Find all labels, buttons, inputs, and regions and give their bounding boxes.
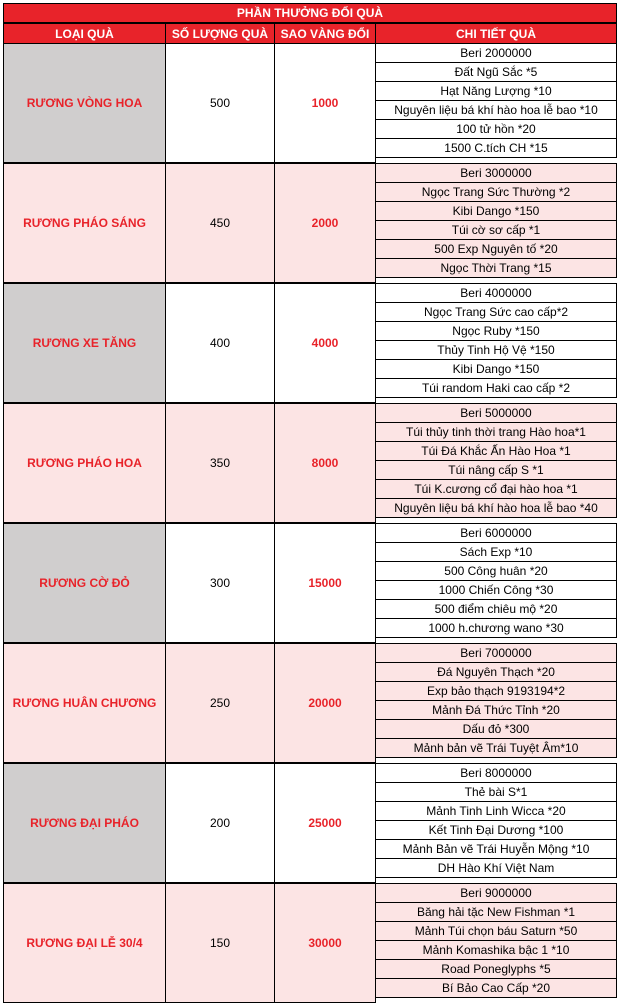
gift-name: RƯƠNG PHÁO HOA	[3, 403, 166, 523]
detail-item: Beri 3000000	[375, 163, 617, 183]
detail-item: Road Poneglyphs *5	[375, 959, 617, 979]
detail-item: Túi cờ sơ cấp *1	[375, 220, 617, 240]
detail-item: Hạt Năng Lượng *10	[375, 81, 617, 101]
table-row	[3, 643, 617, 763]
detail-item: Kibi Dango *150	[375, 201, 617, 221]
table-row	[3, 883, 617, 1003]
gift-quantity: 400	[165, 283, 275, 403]
detail-item: Dấu đỏ *300	[375, 719, 617, 739]
detail-item: Ngọc Ruby *150	[375, 321, 617, 341]
gift-quantity: 350	[165, 403, 275, 523]
detail-item: 500 Công huân *20	[375, 561, 617, 581]
detail-item: Bí Bảo Cao Cấp *20	[375, 978, 617, 998]
detail-item: Mảnh Komashika bậc 1 *10	[375, 940, 617, 960]
detail-item: Thẻ bài S*1	[375, 782, 617, 802]
gift-name: RƯƠNG ĐẠI LỄ 30/4	[3, 883, 166, 1003]
detail-item: Đá Nguyên Thạch *20	[375, 662, 617, 682]
gift-quantity: 250	[165, 643, 275, 763]
gift-cost: 20000	[274, 643, 376, 763]
detail-item: Ngọc Trang Sức Thường *2	[375, 182, 617, 202]
gift-quantity: 450	[165, 163, 275, 283]
gift-cost: 25000	[274, 763, 376, 883]
gift-cost: 2000	[274, 163, 376, 283]
detail-item: Kết Tinh Đại Dương *100	[375, 820, 617, 840]
gift-quantity: 300	[165, 523, 275, 643]
gift-quantity: 150	[165, 883, 275, 1003]
detail-item: 500 điểm chiêu mộ *20	[375, 599, 617, 619]
header-quantity: SỐ LƯỢNG QUÀ	[165, 23, 275, 44]
gift-details	[375, 163, 617, 283]
gift-cost: 4000	[274, 283, 376, 403]
gift-details	[375, 763, 617, 883]
gift-details	[375, 883, 617, 1003]
detail-item: Beri 8000000	[375, 763, 617, 783]
gift-quantity: 500	[165, 43, 275, 163]
header-cost: SAO VÀNG ĐỔI	[274, 23, 376, 44]
gift-cost: 30000	[274, 883, 376, 1003]
detail-item: Mảnh bản vẽ Trái Tuyệt Âm*10	[375, 738, 617, 758]
detail-item: Kibi Dango *150	[375, 359, 617, 379]
detail-item: 100 tử hồn *20	[375, 119, 617, 139]
gift-quantity: 200	[165, 763, 275, 883]
gift-name: RƯƠNG HUÂN CHƯƠNG	[3, 643, 166, 763]
detail-item: Ngọc Thời Trang *15	[375, 258, 617, 278]
detail-item: 1500 C.tích CH *15	[375, 138, 617, 158]
detail-item: Nguyên liệu bá khí hào hoa lễ bao *40	[375, 498, 617, 518]
detail-item: Đất Ngũ Sắc *5	[375, 62, 617, 82]
table-title: PHẦN THƯỞNG ĐỔI QUÀ	[3, 3, 617, 23]
table-row	[3, 403, 617, 523]
gift-cost: 8000	[274, 403, 376, 523]
detail-item: 1000 h.chương wano *30	[375, 618, 617, 638]
gift-name: RƯƠNG VÒNG HOA	[3, 43, 166, 163]
table-row	[3, 763, 617, 883]
detail-item: Nguyên liệu bá khí hào hoa lễ bao *10	[375, 100, 617, 120]
detail-item: Mảnh Đá Thức Tỉnh *20	[375, 700, 617, 720]
header-gift-type: LOẠI QUÀ	[3, 23, 166, 44]
table-row	[3, 163, 617, 283]
detail-item: Beri 5000000	[375, 403, 617, 423]
gift-name: RƯƠNG ĐẠI PHÁO	[3, 763, 166, 883]
detail-item: Sách Exp *10	[375, 542, 617, 562]
detail-item: DH Hào Khí Việt Nam	[375, 858, 617, 878]
header-details: CHI TIẾT QUÀ	[375, 23, 617, 44]
detail-item: Ngọc Trang Sức cao cấp*2	[375, 302, 617, 322]
detail-item: Mảnh Bản vẽ Trái Huyễn Mộng *10	[375, 839, 617, 859]
detail-item: Beri 2000000	[375, 43, 617, 63]
gift-details	[375, 283, 617, 403]
reward-table	[3, 3, 617, 1001]
detail-item: 1000 Chiến Công *30	[375, 580, 617, 600]
detail-item: Băng hải tặc New Fishman *1	[375, 902, 617, 922]
detail-item: Mảnh Tinh Linh Wicca *20	[375, 801, 617, 821]
gift-details	[375, 43, 617, 163]
gift-name: RƯƠNG PHÁO SÁNG	[3, 163, 166, 283]
detail-item: Túi K.cương cổ đại hào hoa *1	[375, 479, 617, 499]
detail-item: Túi random Haki cao cấp *2	[375, 378, 617, 398]
gift-cost: 1000	[274, 43, 376, 163]
detail-item: Beri 9000000	[375, 883, 617, 903]
gift-name: RƯƠNG XE TĂNG	[3, 283, 166, 403]
detail-item: Mảnh Túi chọn báu Saturn *50	[375, 921, 617, 941]
gift-details	[375, 643, 617, 763]
table-row	[3, 43, 617, 163]
detail-item: Beri 7000000	[375, 643, 617, 663]
gift-cost: 15000	[274, 523, 376, 643]
table-row	[3, 523, 617, 643]
detail-item: Beri 6000000	[375, 523, 617, 543]
detail-item: Túi thủy tinh thời trang Hào hoa*1	[375, 422, 617, 442]
detail-item: 500 Exp Nguyên tố *20	[375, 239, 617, 259]
detail-item: Beri 4000000	[375, 283, 617, 303]
detail-item: Túi nâng cấp S *1	[375, 460, 617, 480]
detail-item: Thủy Tinh Hộ Vệ *150	[375, 340, 617, 360]
table-row	[3, 283, 617, 403]
gift-details	[375, 523, 617, 643]
gift-details	[375, 403, 617, 523]
detail-item: Exp bảo thạch 9193194*2	[375, 681, 617, 701]
detail-item: Túi Đá Khắc Ấn Hào Hoa *1	[375, 441, 617, 461]
gift-name: RƯƠNG CỜ ĐỎ	[3, 523, 166, 643]
